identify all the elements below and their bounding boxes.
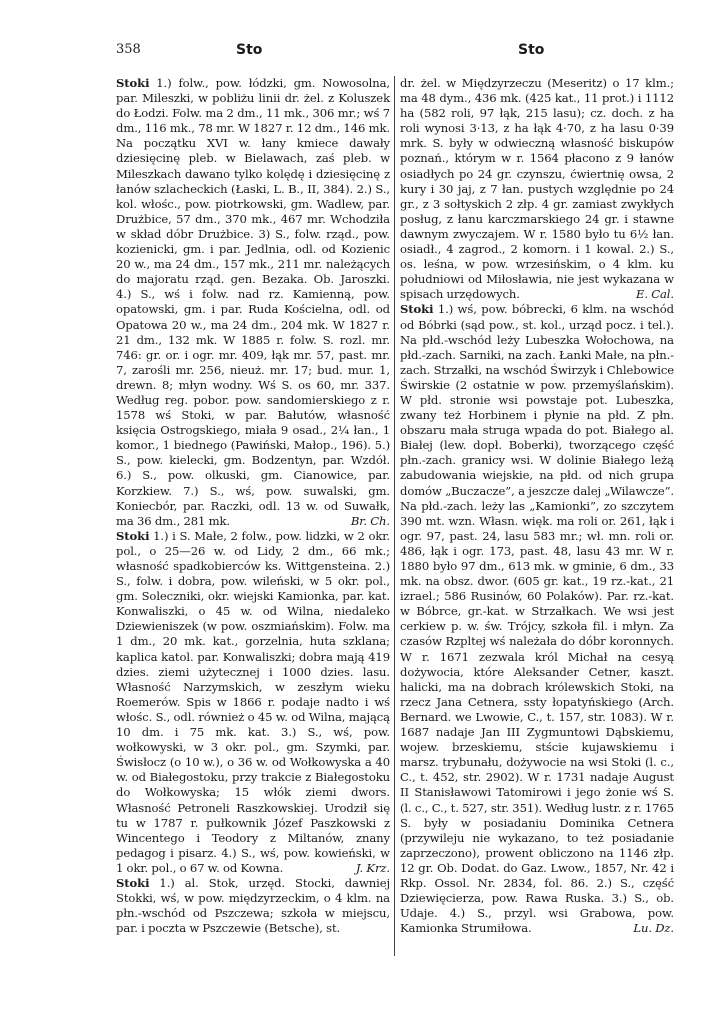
author-signature: J. Krz. (355, 860, 390, 875)
entry-paragraph (400, 76, 674, 302)
entry-paragraph (116, 76, 390, 529)
entry-paragraph (116, 876, 390, 936)
entry-paragraph (116, 529, 390, 876)
left-column (116, 76, 390, 936)
author-signature: Br. Ch. (350, 513, 390, 528)
author-signature: Lu. Dz. (633, 921, 674, 936)
page-number: 358 (116, 42, 141, 57)
entry-text: dr. żel. w Międzyrzeczu (Meseritz) o 17 klm.; ma 48 dym., 436 mk. (425 kat., 11 prot.) i 1112 ha (582 roli, 97 łąk, 215 lasu); cz. doch. z ha roli wynosi 3·13, z ha łąk 4·70, z ha lasu 0·39 mrk. S. były w odwieczną własność biskupów poznań., którym w r. 1564 płacono z 9 łanów osiadłych po 24 gr. czynszu, ćwiertnię owsa, 2 kury i 30 jaj, z 7 łan. pustych względnie po 24 gr., z 3 sołtyskich 2 złp. 4 gr. zamiast zwykłych posług, z łanu karczmarskiego 24 gr. i stawne dawnym zwyczajem. W r. 1580 było tu 6½ łan. osiadł., 4 zagrod., 2 komorn. i 1 kowal. 2.) S., os. leśna, w pow. wrzesińskim, o 4 klm. ku południowi od Miłosławia, nie jest wykazana w spisach urzędowych. (400, 76, 674, 302)
running-head-left: Sto (236, 42, 263, 58)
column-divider (394, 76, 395, 956)
page-header (0, 42, 720, 66)
entry-text: 1.) al. Stok, urzęd. Stocki, dawniej Stokki, wś, w pow. międzyrzeckim, o 4 klm. na płn.-wschód od Pszczewa; szkoła w miejscu, par. i poczta w Pszczewie (Betsche), st. (116, 875, 390, 936)
author-signature: E. Cal. (635, 287, 674, 302)
entry-headword: Stoki (116, 875, 150, 890)
entry-headword: Stoki (116, 528, 150, 543)
entry-headword: Stoki (400, 302, 434, 317)
entry-paragraph (400, 302, 674, 936)
entry-text: 1.) folw., pow. łódzki, gm. Nowosolna, par. Mileszki, w pobliżu linii dr. żel. z Koluszek do Łodzi. Folw. ma 2 dm., 11 mk., 306 mr.; wś 7 dm., 116 mk., 78 mr. W 1827 r. 12 dm., 146 mk. Na początku XVI w. łany kmiece dawały dziesięcinę pleb. w Bielawach, zaś pleb. w Mileszkach dawano tylko kolędę i dziesięcinę z łanów szlacheckich (Łaski, L. B., II, 384). 2.) S., kol. włośc., pow. piotrkowski, gm. Wadlew, par. Drużbice, 57 dm., 370 mk., 467 mr. Wchodziła w skład dóbr Drużbice. 3) S., folw. rząd., pow. kozienicki, gm. i par. Jedlnia, odl. od Kozienic 20 w., ma 24 dm., 157 mk., 211 mr. należących do majoratu rząd. gen. Bezaka. Ob. Jaroszki. 4.) S., wś i folw. nad rz. Kamienną, pow. opatowski, gm. i par. Ruda Kościelna, odl. od Opatowa 20 w., ma 24 dm., 204 mk. W 1827 r. 21 dm., 132 mk. W 1885 r. folw. S. rozl. mr. 746: gr. or. i ogr. mr. 409, łąk mr. 57, past. mr. 7, zarośli mr. 256, nieuż. mr. 17; bud. mur. 1, drewn. 8; młyn wodny. Wś S. os 60, mr. 337. Według reg. pobor. pow. sandomierskiego z r. 1578 wś Stoki, w par. Bałutów, własność księcia Ostrogskiego, miała 9 osad., 2¼ łan., 1 komor., 1 biednego (Pawiński, Małop., 196). 5.) S., pow. kielecki, gm. Bodzentyn, par. Wzdół. 6.) S., pow. olkuski, gm. Cianowice, par. Korzkiew. 7.) S., wś, pow. suwalski, gm. Koniecbór, par. Raczki, odl. 13 w. od Suwałk, ma 36 dm., 281 mk. (116, 76, 390, 528)
right-column (400, 76, 674, 936)
entry-headword: Stoki (116, 76, 150, 90)
running-head-right: Sto (518, 42, 545, 58)
entry-text: 1.) wś, pow. bóbrecki, 6 klm. na wschód od Bóbrki (sąd pow., st. kol., urząd pocz. i tel.). Na płd.-wschód leży Lubeszka Wołochowa, na płd.-zach. Sarniki, na zach. Łanki Małe, na płn.-zach. Strzałki, na wschód Świrzyk i Chlebowice Świrskie (2 ostatnie w pow. przemyślańskim). W płd. stronie wsi powstaje pot. Lubeszka, zwany też Horbinem i płynie na płd. Z płn. obszaru mała struga wpada do pot. Białego al. Białej (lew. dopł. Boberki), tworzącego część płn.-zach. granicy wsi. W dolinie Białego leżą zabudowania wiejskie, na płd. od nich grupa domów „Buczacze”, a jeszcze dalej „Wilawcze”. Na płd.-zach. leży las „Kamionki”, zo szczytem 390 mt. wzn. Własn. więk. ma roli or. 261, łąk i ogr. 97, past. 24, lasu 583 mr.; wł. mn. roli or. 486, łąk i ogr. 173, past. 48, lasu 43 mr. W r. 1880 było 97 dm., 613 mk. w gminie, 6 dm., 33 mk. na obsz. dwor. (605 gr. kat., 19 rz.-kat., 21 izrael.; 586 Rusinów, 60 Polaków). Par. rz.-kat. w Bóbrce, gr.-kat. w Strzałkach. We wsi jest cerkiew p. w. św. Trójcy, szkoła fil. i młyn. Za czasów Rzpltej wś należała do dóbr koronnych. W r. 1671 zezwala król Michał na cesyą dożywocia, które Aleksander Cetner, kaszt. halicki, ma na dobrach królewskich Stoki, na rzecz Jana Cetnera, ssty łopatyńskiego (Arch. Bernard. we Lwowie, C., t. 157, str. 1083). W r. 1687 nadaje Jan III Zygmuntowi Dąbskiemu, wojew. brzeskiemu, stście kujawskiemu i marsz. trybunału, dożywocie na wsi Stoki (l. c., C., t. 452, str. 2902). W r. 1731 nadaje August II Stanisławowi Tatomirowi i jego żonie wś S. (l. c., C., t. 527, str. 351). Według lustr. z r. 1765 S. były w posiadaniu Dominika Cetnera (przywileju nie wykazano, to też posiadanie zaprzeczono), prowent obliczono na 1146 złp. 12 gr. Ob. Dodat. do Gaz. Lwow., 1857, Nr. 42 i Rkp. Ossol. Nr. 2834, fol. 86. 2.) S., część Dziewięcierza, pow. Rawa Ruska. 3.) S., ob. Udaje. 4.) S., przyl. wsi Grabowa, pow. Kamionka Strumiłowa. (400, 302, 674, 936)
entry-text: 1.) i S. Małe, 2 folw., pow. lidzki, w 2 okr. pol., o 25—26 w. od Lidy, 2 dm., 66 mk.; własność spadkobierców ks. Wittgensteina. 2.) S., folw. i dobra, pow. wileński, w 5 okr. pol., gm. Soleczniki, okr. wiejski Kamionka, par. kat. Konwaliszki, o 45 w. od Wilna, niedaleko Dziewieniszek (w pow. oszmiańskim). Folw. ma 1 dm., 20 mk. kat., gorzelnia, huta szklana; kaplica katol. par. Konwaliszki; dobra mają 419 dzies. ziemi użytecznej i 1000 dzies. lasu. Własność Narzymskich, w zeszłym wieku Roemerów. Spis w 1866 r. podaje nadto i wś włośc. S., odl. również o 45 w. od Wilna, mającą 10 dm. i 75 mk. kat. 3.) S., wś, pow. wołkowyski, w 3 okr. pol., gm. Szymki, par. Świsłocz (o 10 w.), o 36 w. od Wołkowyska a 40 w. od Białegostoku, przy trakcie z Białegostoku do Wołkowyska; 15 włók ziemi dwors. Własność Petroneli Raszkowskiej. Urodził się tu w 1787 r. pułkownik Józef Paszkowski z Wincentego i Teodory z Miltanów, znany pedagog i pisarz. 4.) S., wś, pow. kowieński, w 1 okr. pol., o 67 w. od Kowna. (116, 528, 390, 875)
